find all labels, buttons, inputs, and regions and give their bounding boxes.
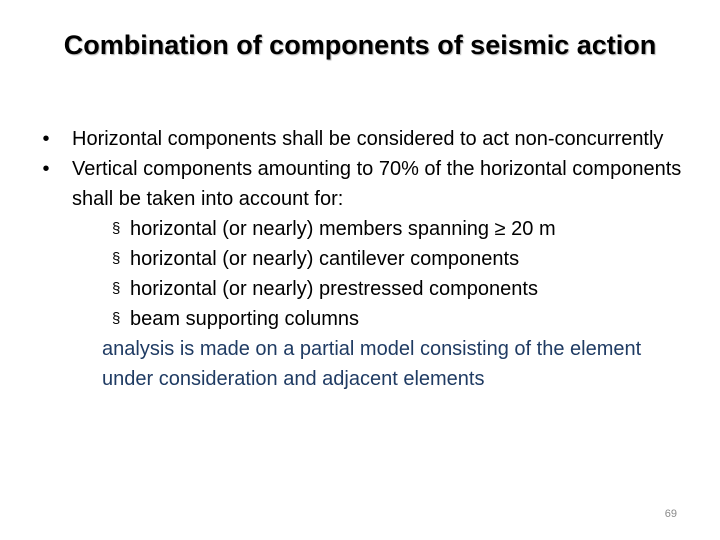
bullet-item — [36, 154, 696, 214]
sub-bullet-marker: § — [112, 250, 121, 267]
sub-bullet-marker: § — [112, 220, 121, 237]
bullet-marker: • — [42, 158, 50, 180]
sub-bullet-item — [36, 214, 696, 244]
sub-bullet-item — [36, 274, 696, 304]
bullet-text: Vertical components amounting to 70% of the horizontal components shall be taken into account for: — [72, 158, 682, 210]
sub-bullet-marker: § — [112, 310, 121, 327]
bullet-text: Horizontal components shall be considered to act non-concurrently — [72, 128, 664, 150]
analysis-note: analysis is made on a partial model consisting of the element under consideration and adjacent elements — [102, 338, 642, 390]
sub-bullet-text: horizontal (or nearly) members spanning ≥ 20 m — [130, 218, 556, 240]
page-number: 69 — [664, 508, 677, 520]
sub-bullet-text: beam supporting columns — [130, 308, 360, 330]
bullet-item — [36, 124, 696, 154]
slide-title: Combination of components of seismic action — [63, 30, 657, 60]
sub-bullet-item — [36, 244, 696, 274]
slide-body — [36, 124, 696, 394]
sub-bullet-text: horizontal (or nearly) prestressed components — [130, 278, 538, 300]
bullet-marker: • — [42, 128, 50, 150]
sub-bullet-text: horizontal (or nearly) cantilever components — [130, 248, 520, 270]
sub-bullet-marker: § — [112, 280, 121, 297]
sub-bullet-item — [36, 304, 696, 334]
